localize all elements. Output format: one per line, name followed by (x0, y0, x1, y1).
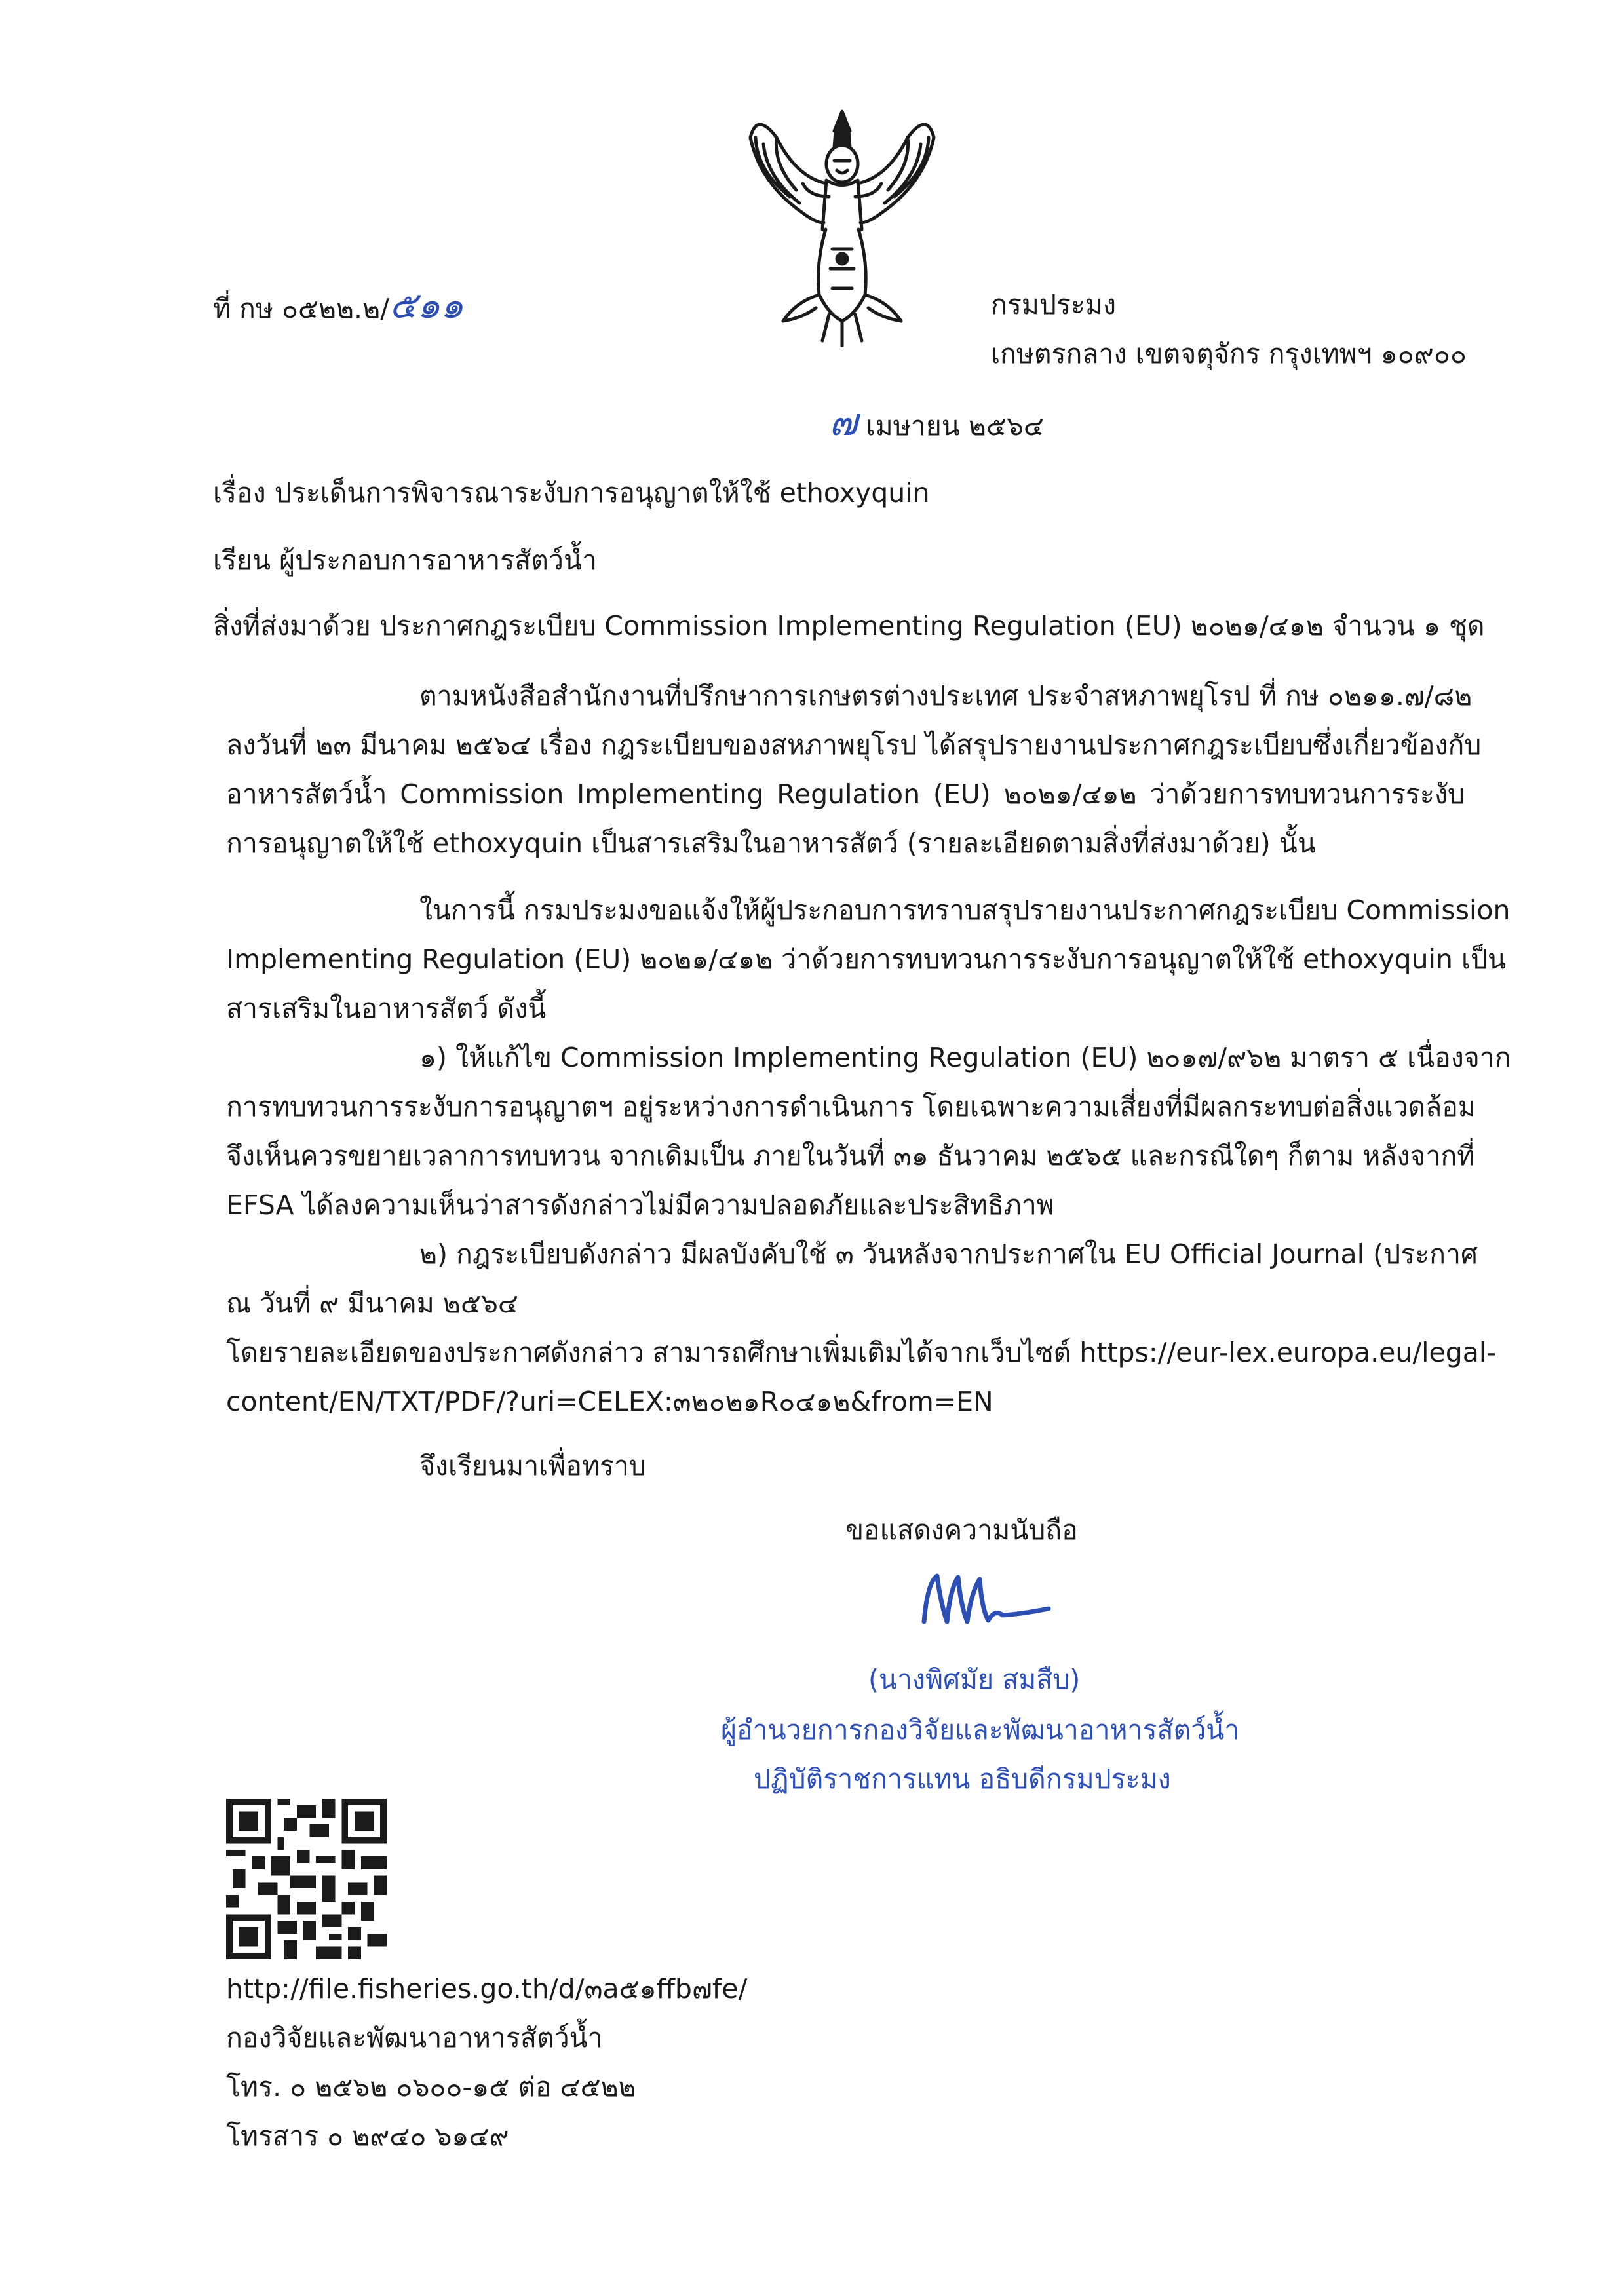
signatory-position: ผู้อำนวยการกองวิจัยและพัฒนาอาหารสัตว์น้ำ (721, 1714, 1240, 1746)
item-1-line: จึงเห็นควรขยายเวลาการทบทวน จากเดิมเป็น ภายในวันที่ ๓๑ ธันวาคม ๒๕๖๕ และกรณีใดๆ ก็ตาม หลังจากที่ (226, 1140, 1475, 1172)
signature-icon (917, 1563, 1062, 1635)
regards-line: ขอแสดงความนับถือ (845, 1514, 1078, 1546)
reference-number-handwritten: ๕๑๑ (389, 284, 464, 327)
closing-line: จึงเรียนมาเพื่อทราบ (419, 1450, 646, 1482)
paragraph-1-line: การอนุญาตให้ใช้ ethoxyquin เป็นสารเสริมในอาหารสัตว์ (รายละเอียดตามสิ่งที่ส่งมาด้วย) นั้น (226, 828, 1316, 859)
paragraph-2-line: ในการนี้ กรมประมงขอแจ้งให้ผู้ประกอบการทราบสรุปรายงานประกาศกฎระเบียบ Commission (419, 894, 1511, 926)
garuda-emblem-icon (737, 98, 947, 347)
footer-url: http://file.fisheries.go.th/d/๓a๕๑ffb๗fe/ (226, 1973, 748, 2004)
department-name: กรมประมง (991, 289, 1116, 320)
item-1-line: ๑) ให้แก้ไข Commission Implementing Regulation (EU) ๒๐๑๗/๙๖๒ มาตรา ๕ เนื่องจาก (419, 1042, 1511, 1073)
detail-line: content/EN/TXT/PDF/?uri=CELEX:๓๒๐๒๑R๐๔๑๒&from=EN (226, 1386, 993, 1417)
item-2-line: ๒) กฎระเบียบดังกล่าว มีผลบังคับใช้ ๓ วันหลังจากประกาศใน EU Official Journal (ประกาศ (419, 1238, 1478, 1270)
footer-phone: โทร. ๐ ๒๕๖๒ ๐๖๐๐-๑๕ ต่อ ๔๕๒๒ (226, 2071, 636, 2103)
date-day-handwritten: ๗ (829, 400, 858, 444)
recipient-line: เรียน ผู้ประกอบการอาหารสัตว์น้ำ (213, 545, 597, 576)
footer-fax: โทรสาร ๐ ๒๙๔๐ ๖๑๔๙ (226, 2120, 509, 2152)
paragraph-2-line: สารเสริมในอาหารสัตว์ ดังนี้ (226, 993, 547, 1024)
signatory-acting: ปฏิบัติราชการแทน อธิบดีกรมประมง (754, 1763, 1171, 1795)
paragraph-1-line: ลงวันที่ ๒๓ มีนาคม ๒๕๖๔ เรื่อง กฎระเบียบของสหภาพยุโรป ได้สรุปรายงานประกาศกฎระเบียบซึ่งเกี่ยวข้องกับ (226, 729, 1482, 761)
item-2-line: ณ วันที่ ๙ มีนาคม ๒๕๖๔ (226, 1288, 518, 1319)
paragraph-1-line: ตามหนังสือสำนักงานที่ปรึกษาการเกษตรต่างประเทศ ประจำสหภาพยุโรป ที่ กษ ๐๒๑๑.๗/๘๒ (419, 680, 1473, 712)
footer-division: กองวิจัยและพัฒนาอาหารสัตว์น้ำ (226, 2022, 603, 2054)
date-month-year: เมษายน ๒๕๖๔ (866, 410, 1044, 442)
document-date (829, 398, 1044, 446)
item-1-line: EFSA ได้ลงความเห็นว่าสารดังกล่าวไม่มีความปลอดภัยและประสิทธิภาพ (226, 1189, 1054, 1221)
paragraph-2-line: Implementing Regulation (EU) ๒๐๒๑/๔๑๒ ว่าด้วยการทบทวนการระงับการอนุญาตให้ใช้ ethoxyquin เป็น (226, 944, 1507, 975)
item-1-line: การทบทวนการระงับการอนุญาตฯ อยู่ระหว่างการดำเนินการ โดยเฉพาะความเสี่ยงที่มีผลกระทบต่อสิ่งแวดล้อม (226, 1091, 1476, 1122)
reference-number (213, 283, 463, 329)
reference-prefix: ที่ กษ ๐๕๒๒.๒/ (213, 293, 389, 324)
department-address: เกษตรกลาง เขตจตุจักร กรุงเทพฯ ๑๐๙๐๐ (991, 338, 1467, 370)
paragraph-1-line: อาหารสัตว์น้ำ Commission Implementing Regulation (EU) ๒๐๒๑/๔๑๒ ว่าด้วยการทบทวนการระงับ (226, 778, 1465, 810)
detail-line: โดยรายละเอียดของประกาศดังกล่าว สามารถศึกษาเพิ่มเติมได้จากเว็บไซต์ https://eur-lex.europa.eu/legal- (226, 1337, 1497, 1368)
subject-line: เรื่อง ประเด็นการพิจารณาระงับการอนุญาตให้ใช้ ethoxyquin (213, 477, 930, 508)
attachment-line: สิ่งที่ส่งมาด้วย ประกาศกฎระเบียบ Commission Implementing Regulation (EU) ๒๐๒๑/๔๑๒ จำนวน ๑ ชุด (213, 610, 1485, 641)
signatory-name: (นางพิศมัย สมสืบ) (868, 1664, 1081, 1695)
qr-code-icon (226, 1799, 387, 1959)
